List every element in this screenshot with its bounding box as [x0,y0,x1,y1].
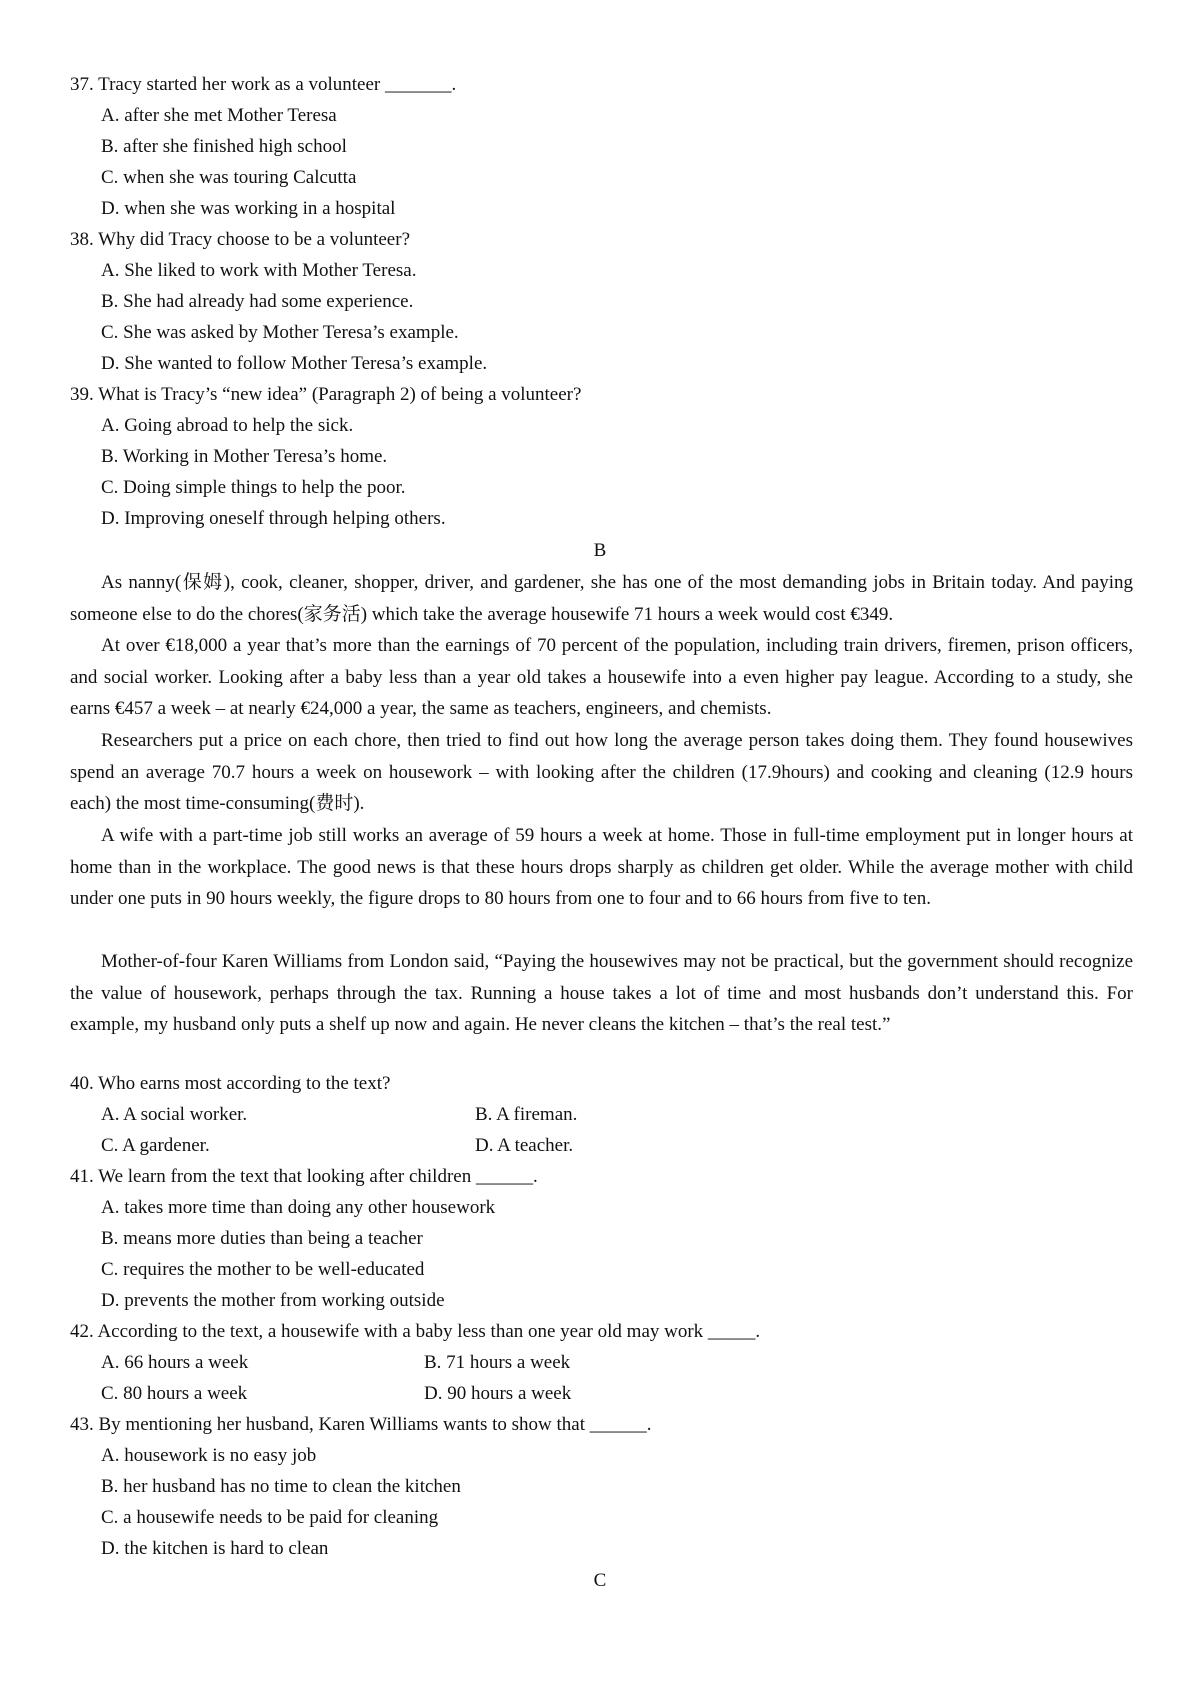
question-41-option-d: D. prevents the mother from working outside [101,1290,445,1311]
question-40-option-d: D. A teacher. [475,1135,574,1156]
question-42-stem: 42. According to the text, a housewife with a baby less than one year old may work _____. [70,1321,761,1342]
question-38-option-d: D. She wanted to follow Mother Teresa’s example. [101,353,488,374]
question-39-option-c: C. Doing simple things to help the poor. [101,477,406,498]
question-41-option-a: A. takes more time than doing any other housework [101,1197,496,1218]
question-39-option-a: A. Going abroad to help the sick. [101,415,354,436]
question-43-option-d: D. the kitchen is hard to clean [101,1538,329,1559]
question-42-option-d: D. 90 hours a week [424,1383,572,1404]
question-38-option-c: C. She was asked by Mother Teresa’s example. [101,322,459,343]
question-39-option-b: B. Working in Mother Teresa’s home. [101,446,388,467]
question-43-option-a: A. housework is no easy job [101,1445,317,1466]
question-40-option-b: B. A fireman. [475,1104,578,1125]
question-37-option-a: A. after she met Mother Teresa [101,105,337,126]
question-41-option-c: C. requires the mother to be well-educated [101,1259,425,1280]
question-42-option-c: C. 80 hours a week [101,1383,248,1404]
question-38-option-b: B. She had already had some experience. [101,291,414,312]
question-41-option-b: B. means more duties than being a teacher [101,1228,423,1249]
question-39-option-d: D. Improving oneself through helping others. [101,508,446,529]
passage-paragraph-2: At over €18,000 a year that’s more than the earnings of 70 percent of the population, including train drivers, firemen, prison officers, and social worker. Looking after a baby less than a year old takes a housewife into a even higher pay league. According to a study, she earns €457 a week – at nearly €24,000 a year, the same as teachers, engineers, and chemists. [70,635,1133,720]
question-37-stem: 37. Tracy started her work as a volunteer _______. [70,74,457,95]
question-42-option-b: B. 71 hours a week [424,1352,571,1373]
question-41-stem: 41. We learn from the text that looking after children ______. [70,1166,538,1187]
question-37-option-c: C. when she was touring Calcutta [101,167,357,188]
question-40-option-c: C. A gardener. [101,1135,210,1156]
passage-paragraph-3: Researchers put a price on each chore, then tried to find out how long the average person takes doing them. They found housewives spend an average 70.7 hours a week on housework – with looking after the children (17.9hours) and cooking and cleaning (12.9 hours each) the most time-consuming(费时). [70,730,1133,815]
question-42-option-a: A. 66 hours a week [101,1352,249,1373]
question-37-option-d: D. when she was working in a hospital [101,198,396,219]
question-43-option-b: B. her husband has no time to clean the kitchen [101,1476,461,1497]
passage-paragraph-1: As nanny(保姆), cook, cleaner, shopper, driver, and gardener, she has one of the most demanding jobs in Britain today. And paying someone else to do the chores(家务活) which take the average housewife 71 hours a week would cost €349. [70,572,1133,625]
question-40-stem: 40. Who earns most according to the text? [70,1073,391,1094]
passage-paragraph-4: A wife with a part-time job still works an average of 59 hours a week at home. Those in full-time employment put in longer hours at home than in the workplace. The good news is that these hours drops sharply as children get older. While the average mother with child under one puts in 90 hours weekly, the figure drops to 80 hours from one to four and to 66 hours from five to ten. [70,825,1133,910]
question-38-stem: 38. Why did Tracy choose to be a volunteer? [70,229,410,250]
question-43-option-c: C. a housewife needs to be paid for cleaning [101,1507,439,1528]
question-43-stem: 43. By mentioning her husband, Karen Williams wants to show that ______. [70,1414,652,1435]
question-37-option-b: B. after she finished high school [101,136,347,157]
passage-paragraph-5: Mother-of-four Karen Williams from London said, “Paying the housewives may not be practical, but the government should recognize the value of housework, perhaps through the tax. Running a house takes a lot of time and most husbands don’t understand this. For example, my husband only puts a shelf up now and again. He never cleans the kitchen – that’s the real test.” [70,951,1133,1036]
question-39-stem: 39. What is Tracy’s “new idea” (Paragraph 2) of being a volunteer? [70,384,582,405]
question-38-option-a: A. She liked to work with Mother Teresa. [101,260,417,281]
section-c-heading: C [593,1570,607,1591]
section-b-heading: B [593,540,607,561]
question-40-option-a: A. A social worker. [101,1104,248,1125]
